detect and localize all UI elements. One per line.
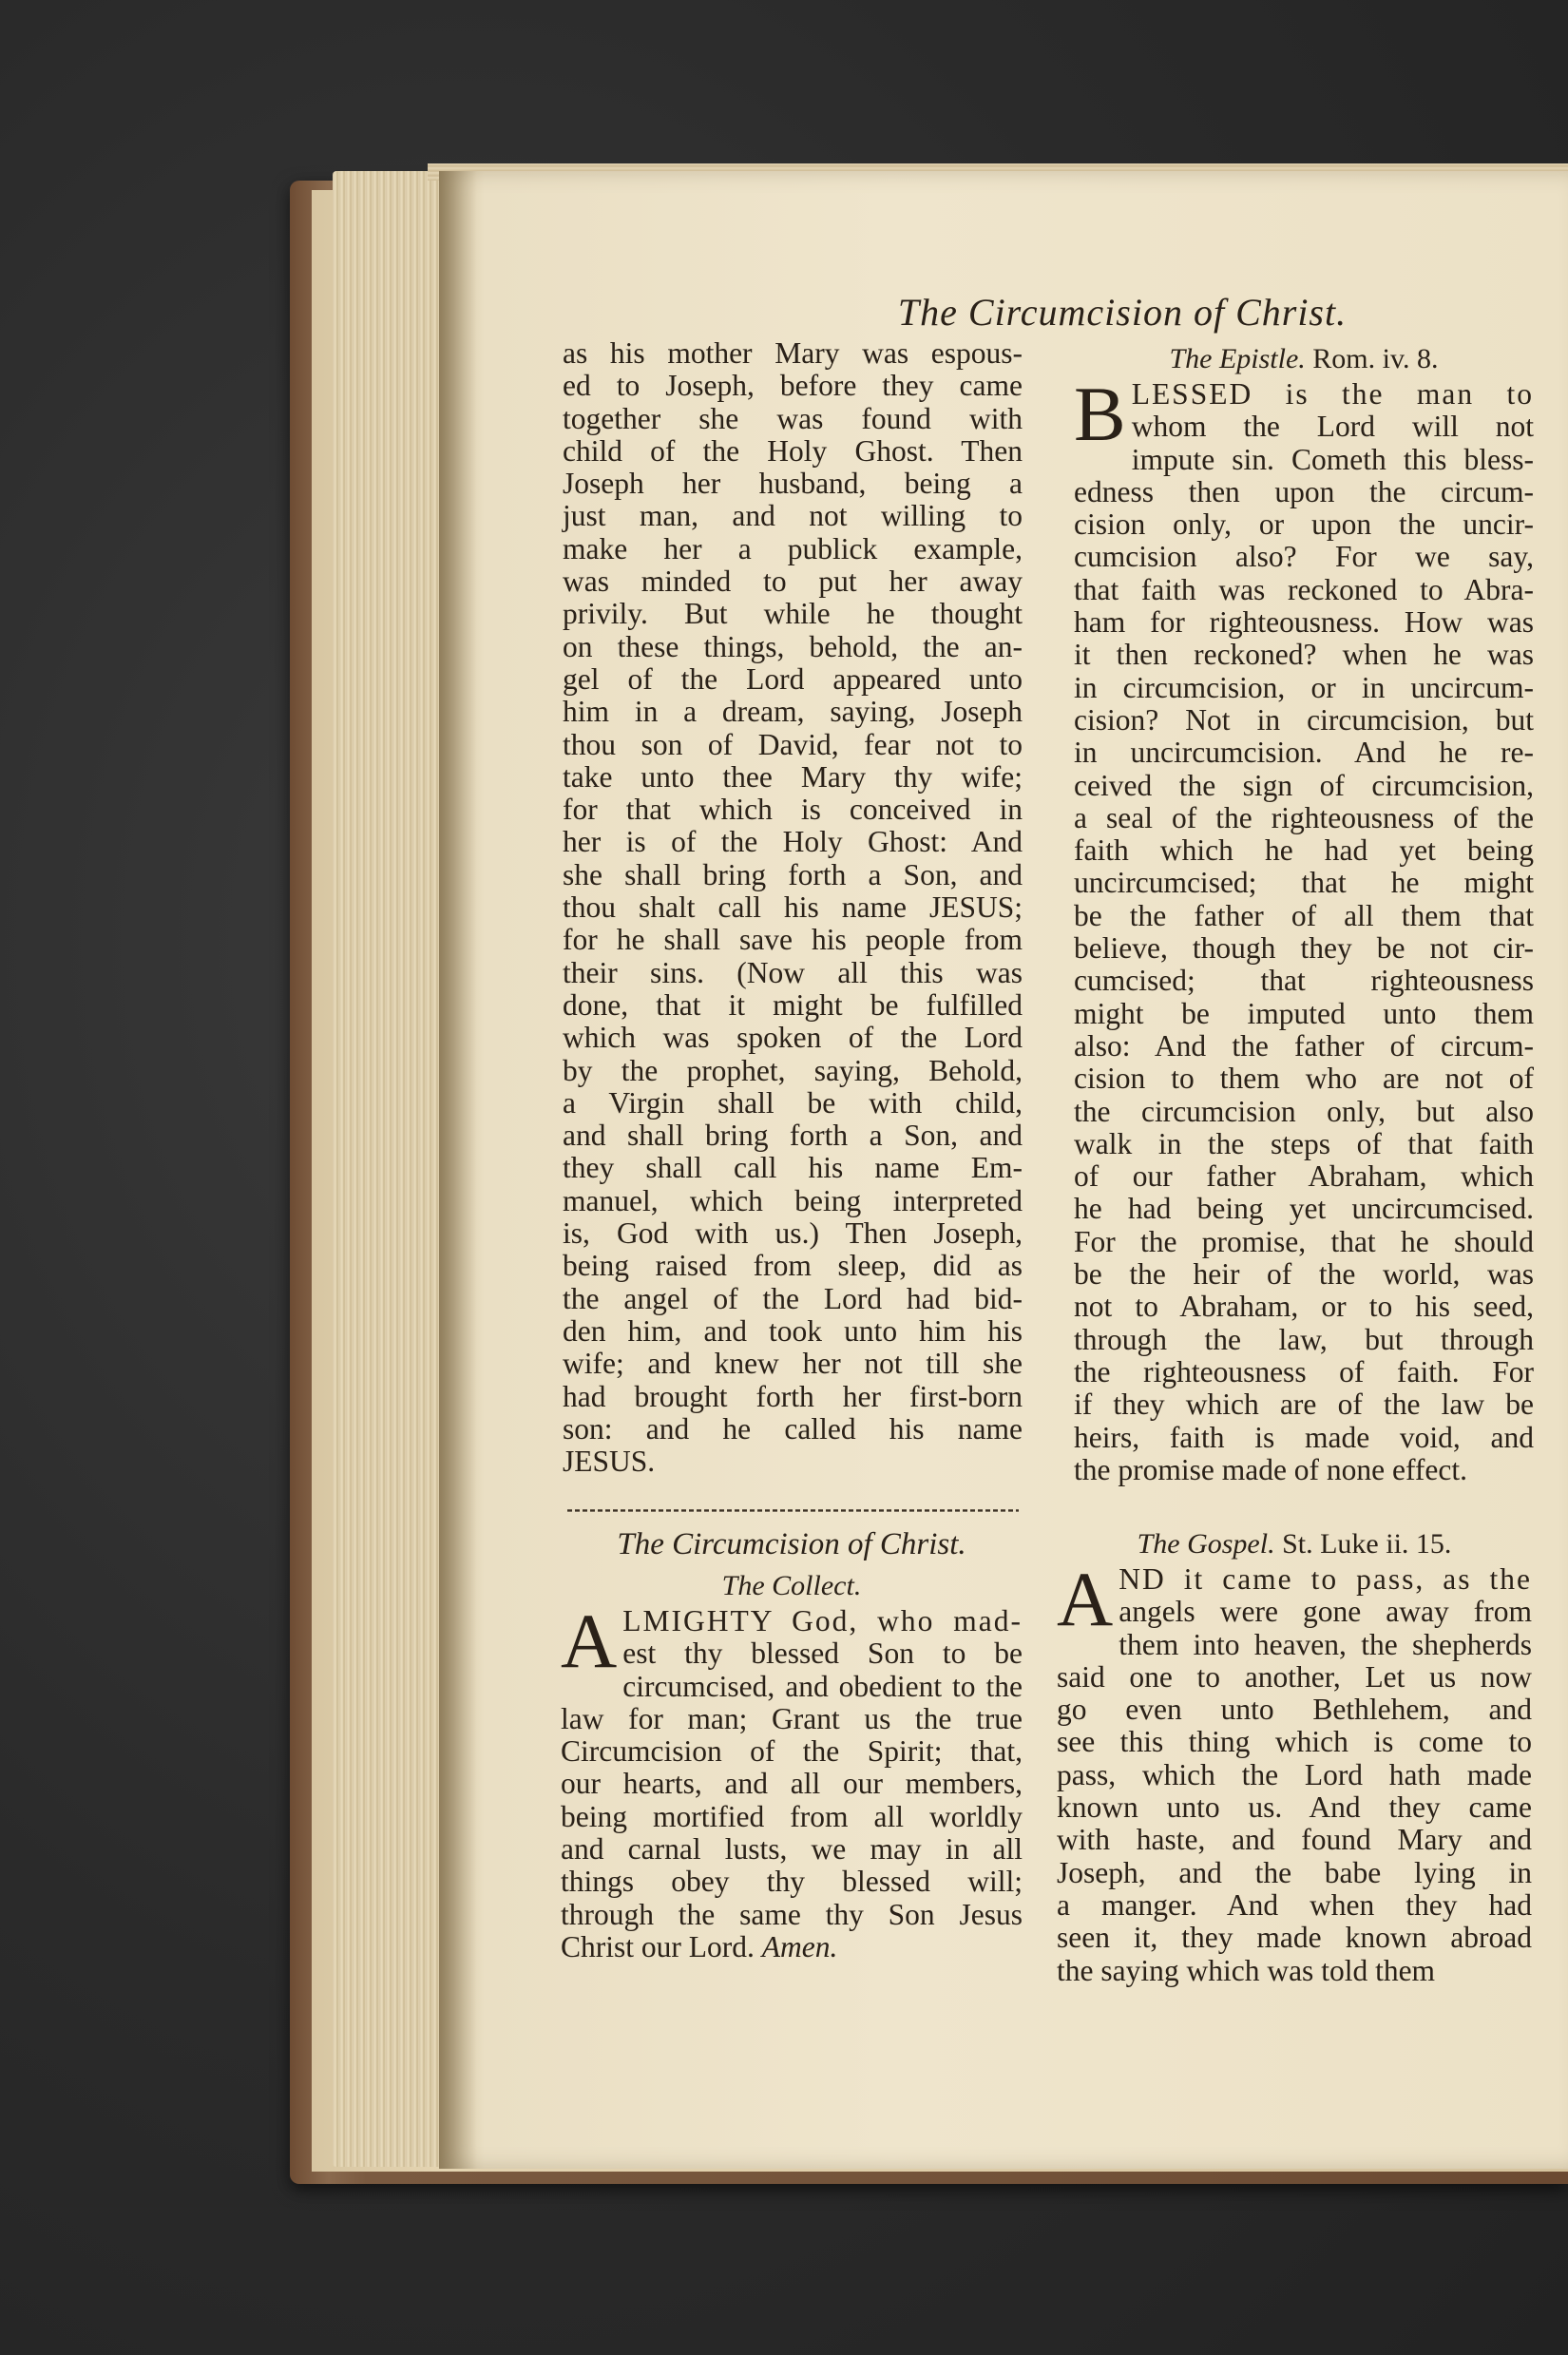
collect-heading: The Collect.	[721, 1570, 862, 1601]
text-line: by the prophet, saying, Behold,	[563, 1053, 1023, 1087]
text-line: with haste, and found Mary and	[1057, 1823, 1532, 1857]
text-line: of our father Abraham, which	[1074, 1159, 1534, 1194]
text-line: the saying which was told them	[1057, 1953, 1436, 1987]
page-content	[439, 171, 1568, 2169]
text-line: cumcision also? For we say,	[1074, 540, 1534, 574]
text-line: a Virgin shall be with child,	[563, 1085, 1023, 1120]
collect-amen: Amen.	[761, 1929, 838, 1963]
text-line: go even unto Bethlehem, and	[1057, 1693, 1532, 1727]
text-line: circumcised, and obedient to the	[622, 1669, 1023, 1703]
text-line: just man, and not willing to	[563, 499, 1023, 533]
text-line: the angel of the Lord had bid-	[563, 1281, 1023, 1315]
text-line: the circumcision only, but also	[1074, 1094, 1534, 1128]
text-line	[561, 1931, 1023, 1963]
page-edges-left	[333, 171, 447, 2167]
text-line: see this thing which is come to	[1057, 1725, 1532, 1759]
text-line: together she was found with	[563, 401, 1023, 435]
text-line: cision to them who are not of	[1074, 1062, 1534, 1096]
collect-closing: Christ our Lord.	[561, 1929, 755, 1963]
text-line: For the promise, that he should	[1074, 1224, 1534, 1258]
ornamental-rule	[567, 1506, 1019, 1514]
text-line: our hearts, and all our members,	[561, 1767, 1023, 1801]
text-line: said one to another, Let us now	[1057, 1659, 1532, 1694]
text-line: her is of the Holy Ghost: And	[563, 825, 1023, 859]
text-line: edness then upon the circum-	[1074, 474, 1534, 508]
text-line: child of the Holy Ghost. Then	[563, 433, 1023, 468]
text-line: is, God with us.) Then Joseph,	[563, 1216, 1023, 1251]
text-line: the promise made of none effect.	[1074, 1452, 1468, 1486]
text-line: it then reckoned? when he was	[1074, 638, 1534, 672]
epistle-heading-label: The Epistle.	[1169, 343, 1306, 374]
text-line: through the law, but through	[1074, 1322, 1534, 1356]
text-line: make her a publick example,	[563, 531, 1023, 565]
text-line: heirs, faith is made void, and	[1074, 1420, 1534, 1454]
text-line: privily. But while he thought	[563, 597, 1023, 631]
text-line: was minded to put her away	[563, 565, 1023, 599]
collect-title: The Circumcision of Christ.	[617, 1527, 966, 1561]
text-line: had brought forth her first-born	[563, 1379, 1023, 1413]
text-line: he had being yet uncircumcised.	[1074, 1192, 1534, 1226]
text-line: son: and he called his name	[563, 1411, 1023, 1446]
text-line: also: And the father of circum-	[1074, 1028, 1534, 1063]
text-line: them into heaven, the shepherds	[1119, 1627, 1532, 1661]
text-line: be the heir of the world, was	[1074, 1257, 1534, 1292]
text-line: JESUS.	[563, 1445, 656, 1479]
text-line: law for man; Grant us the true	[561, 1701, 1023, 1735]
text-line: LMIGHTY God, who mad-	[622, 1604, 1023, 1637]
epistle-dropcap: B	[1074, 371, 1126, 457]
text-line: cumcised; that righteousness	[1074, 964, 1534, 998]
text-line: on these things, behold, the an-	[563, 629, 1023, 663]
text-line: be the father of all them that	[1074, 898, 1534, 932]
collect-dropcap: A	[561, 1598, 618, 1684]
text-line: seen it, they made known abroad	[1057, 1921, 1532, 1955]
text-line: might be imputed unto them	[1074, 996, 1534, 1030]
text-line: in uncircumcision. And he re-	[1074, 736, 1534, 770]
text-line: cision? Not in circumcision, but	[1074, 702, 1534, 737]
text-line: uncircumcised; that he might	[1074, 866, 1534, 900]
text-line: him in a dream, saying, Joseph	[563, 695, 1023, 729]
text-line: if they which are of the law be	[1074, 1388, 1534, 1422]
text-line: pass, which the Lord hath made	[1057, 1757, 1532, 1791]
text-line: being mortified from all worldly	[561, 1799, 1023, 1833]
text-line: known unto us. And they came	[1057, 1790, 1532, 1825]
text-line: for he shall save his people from	[563, 923, 1023, 957]
text-line: thou son of David, fear not to	[563, 727, 1023, 761]
text-line: a manger. And when they had	[1057, 1887, 1532, 1922]
text-line: their sins. (Now all this was	[563, 955, 1023, 989]
text-line: take unto thee Mary thy wife;	[563, 759, 1023, 794]
text-line: angels were gone away from	[1119, 1595, 1532, 1629]
text-line: and carnal lusts, we may in all	[561, 1832, 1023, 1867]
text-line: wife; and knew her not till she	[563, 1347, 1023, 1381]
left-column-text	[563, 337, 1023, 1478]
gospel-reference: St. Luke ii. 15.	[1282, 1528, 1452, 1560]
text-line: impute sin. Cometh this bless-	[1131, 442, 1534, 476]
text-line: walk in the steps of that faith	[1074, 1126, 1534, 1160]
epistle-reference: Rom. iv. 8.	[1312, 343, 1439, 374]
text-line: ham for righteousness. How was	[1074, 605, 1534, 640]
text-line: in circumcision, or in uncircum-	[1074, 670, 1534, 704]
gospel-dropcap: A	[1057, 1556, 1114, 1642]
text-line: ceived the sign of circumcision,	[1074, 768, 1534, 802]
text-line: done, that it might be fulfilled	[563, 987, 1023, 1022]
running-head: The Circumcision of Christ.	[897, 291, 1348, 334]
epistle-heading	[1074, 340, 1534, 378]
text-line: she shall bring forth a Son, and	[563, 857, 1023, 891]
text-line: cision only, or upon the uncir-	[1074, 507, 1534, 542]
text-line: as his mother Mary was espous-	[563, 336, 1023, 370]
text-line: that faith was reckoned to Abra-	[1074, 572, 1534, 606]
text-line: not to Abraham, or to his seed,	[1074, 1290, 1534, 1324]
text-line: LESSED is the man to	[1131, 377, 1534, 411]
gospel-section	[1057, 1525, 1532, 1987]
text-line: whom the Lord will not	[1131, 410, 1534, 444]
text-line: Circumcision of the Spirit; that,	[561, 1734, 1023, 1769]
text-line: faith which he had yet being	[1074, 833, 1534, 868]
text-line: being raised from sleep, did as	[563, 1249, 1023, 1283]
text-line: they shall call his name Em-	[563, 1151, 1023, 1185]
text-line: things obey thy blessed will;	[561, 1865, 1023, 1899]
text-line: the righteousness of faith. For	[1074, 1354, 1534, 1388]
text-line: believe, though they be not cir-	[1074, 931, 1534, 966]
text-line: ND it came to pass, as the	[1119, 1562, 1532, 1596]
text-line: for that which is conceived in	[563, 793, 1023, 827]
epistle-section	[1074, 340, 1534, 1486]
text-line: which was spoken of the Lord	[563, 1021, 1023, 1055]
collect-section	[561, 1525, 1023, 1963]
text-line: est thy blessed Son to be	[622, 1637, 1023, 1671]
gospel-heading-label: The Gospel.	[1137, 1528, 1275, 1560]
text-line: gel of the Lord appeared unto	[563, 661, 1023, 696]
text-line: through the same thy Son Jesus	[561, 1897, 1023, 1931]
gospel-heading	[1057, 1525, 1532, 1563]
text-line: manuel, which being interpreted	[563, 1183, 1023, 1217]
book-page	[439, 171, 1568, 2169]
text-line: Joseph her husband, being a	[563, 467, 1023, 501]
text-line: Joseph, and the babe lying in	[1057, 1855, 1532, 1889]
text-line: den him, and took unto him his	[563, 1313, 1023, 1348]
text-line: ed to Joseph, before they came	[563, 369, 1023, 403]
text-line: and shall bring forth a Son, and	[563, 1119, 1023, 1153]
text-line: a seal of the righteousness of the	[1074, 800, 1534, 834]
text-line: thou shalt call his name JESUS;	[563, 890, 1023, 925]
